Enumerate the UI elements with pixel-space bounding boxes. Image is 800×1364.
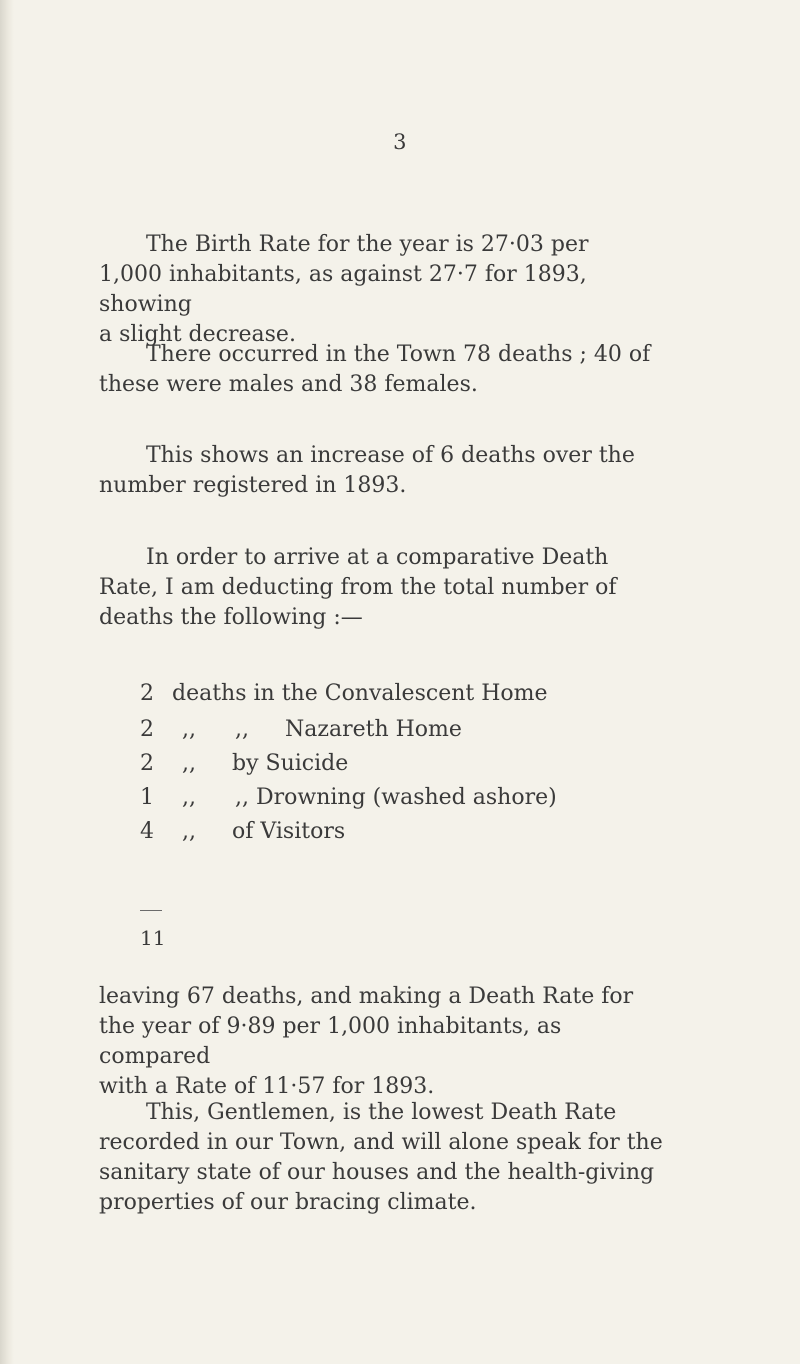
ditto-mark: ,,: [182, 785, 196, 810]
deduction-text: of Visitors: [232, 819, 346, 844]
text-line: This shows an increase of 6 deaths over the: [146, 443, 635, 468]
text-line: recorded in our Town, and will alone speak for the: [99, 1130, 663, 1155]
text-line: sanitary state of our houses and the health-giving: [99, 1160, 655, 1185]
deduction-count: 2: [140, 717, 154, 742]
deduction-text: ,, Drowning (washed ashore): [235, 785, 557, 810]
deduction-count: 4: [140, 819, 154, 844]
paragraph-increase: [99, 441, 674, 501]
text-line: these were males and 38 females.: [99, 372, 478, 397]
sum-rule: [140, 910, 162, 911]
ditto-mark: ,,: [182, 717, 196, 742]
paragraph-birth-rate: [99, 230, 674, 350]
ditto-mark: ,,: [235, 717, 249, 742]
text-line: deaths the following :—: [99, 605, 363, 630]
deduction-count: 2: [140, 751, 154, 776]
text-line: Rate, I am deducting from the total number of: [99, 575, 617, 600]
text-line: with a Rate of 11·57 for 1893.: [99, 1074, 435, 1099]
deduction-text: deaths in the Convalescent Home: [172, 681, 548, 706]
text-line: The Birth Rate for the year is 27·03 per: [146, 232, 589, 257]
paragraph-closing: [99, 1098, 674, 1218]
paragraph-leaving: [99, 982, 674, 1102]
page-edge-shadow: [0, 0, 14, 1364]
text-line: properties of our bracing climate.: [99, 1190, 477, 1215]
deduction-text: by Suicide: [232, 751, 349, 776]
text-line: leaving 67 deaths, and making a Death Rate for: [99, 984, 634, 1009]
text-line: 1,000 inhabitants, as against 27·7 for 1893, showing: [99, 262, 587, 317]
ditto-mark: ,,: [182, 819, 196, 844]
text-line: number registered in 1893.: [99, 473, 407, 498]
paragraph-deducting: [99, 543, 674, 633]
deductions-total: 11: [140, 926, 166, 950]
page-number: 3: [393, 130, 407, 154]
ditto-mark: ,,: [182, 751, 196, 776]
paragraph-deaths-total: [99, 340, 674, 400]
text-line: the year of 9·89 per 1,000 inhabitants, as compared: [99, 1014, 562, 1069]
text-line: There occurred in the Town 78 deaths ; 40 of: [146, 342, 651, 367]
deduction-count: 1: [140, 785, 154, 810]
deduction-text: Nazareth Home: [285, 717, 462, 742]
text-line: This, Gentlemen, is the lowest Death Rate: [146, 1100, 617, 1125]
text-line: a slight decrease.: [99, 322, 296, 347]
text-line: In order to arrive at a comparative Death: [146, 545, 609, 570]
deduction-count: 2: [140, 681, 154, 706]
